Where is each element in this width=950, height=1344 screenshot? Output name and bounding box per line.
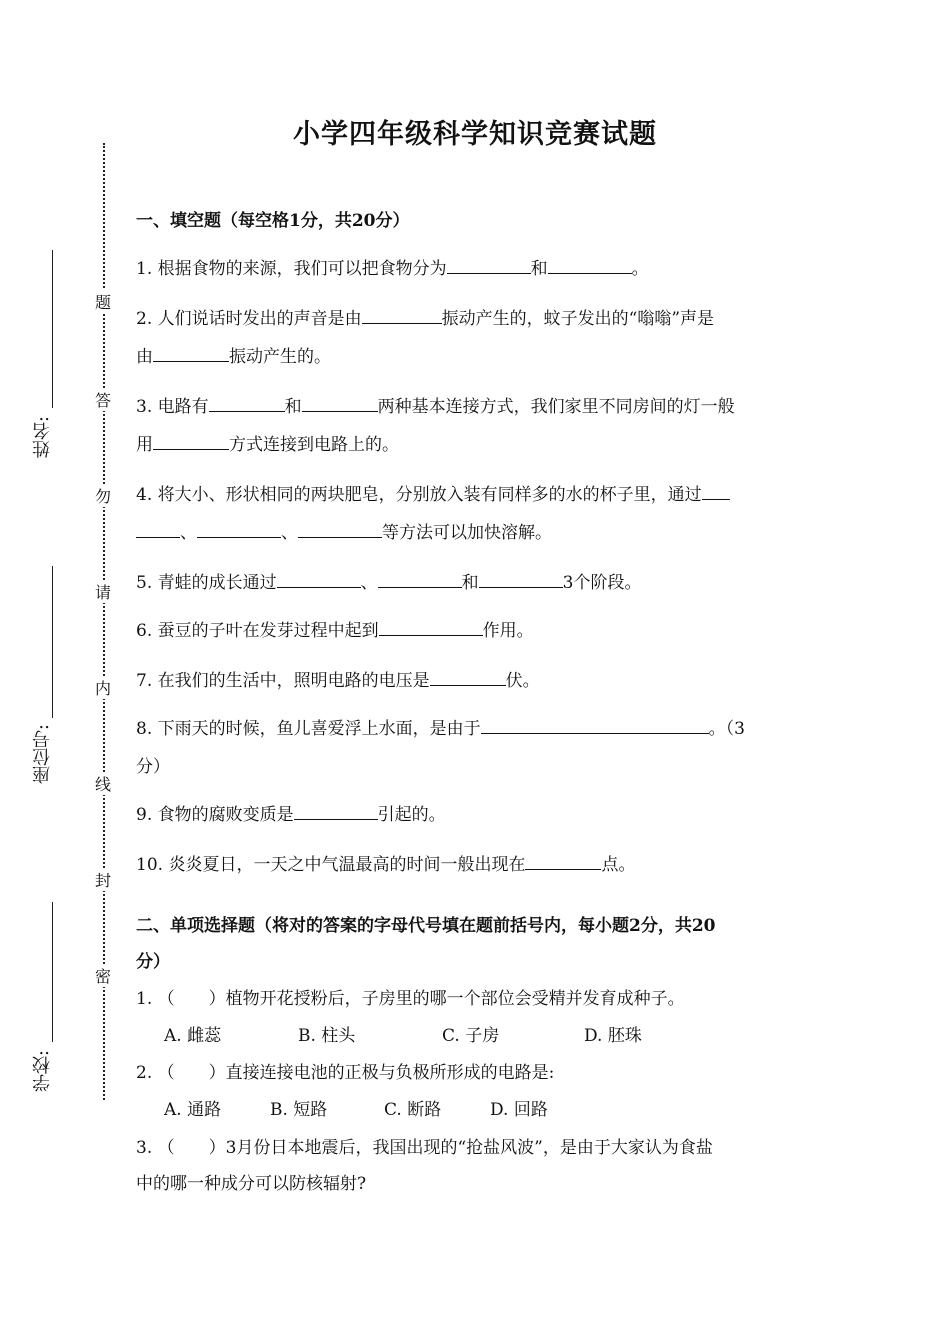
answer-blank[interactable] xyxy=(298,521,382,538)
answer-blank[interactable] xyxy=(277,571,361,588)
answer-blank[interactable] xyxy=(702,483,730,500)
answer-blank[interactable] xyxy=(479,571,563,588)
section1-heading: 一、填空题（每空格1分，共20分） xyxy=(136,211,410,231)
page-title: 小学四年级科学知识竞赛试题 xyxy=(293,119,657,150)
answer-blank[interactable] xyxy=(302,395,378,412)
question-9: 9. 食物的腐败变质是 引起的。 xyxy=(136,805,446,825)
choice-option: A. 通路 xyxy=(164,1100,222,1120)
seat-label: 座位号: xyxy=(32,724,53,785)
name-underline xyxy=(52,250,53,408)
answer-blank[interactable] xyxy=(378,571,462,588)
school-label: 学校: xyxy=(32,1050,53,1093)
question-6: 6. 蚕豆的子叶在发芽过程中起到 作用。 xyxy=(136,621,534,641)
answer-blank[interactable] xyxy=(525,853,601,870)
question-3: 3. 电路有 和 两种基本连接方式，我们家里不同房间的灯一般 用 方式连接到电路上的。 xyxy=(136,397,735,455)
seal-char: 密 xyxy=(92,964,114,987)
choice-question-1: 1. （ ）植物开花授粉后，子房里的哪一个部位会受精并发育成种子。 xyxy=(136,989,685,1009)
question-5: 5. 青蛙的成长通过 、 和 3个阶段。 xyxy=(136,573,642,593)
choice-option: B. 短路 xyxy=(270,1100,328,1120)
seal-char: 内 xyxy=(92,676,114,699)
question-4: 4. 将大小、形状相同的两块肥皂，分别放入装有同样多的水的杯子里，通过 、 、 等方法可以加快溶解。 xyxy=(136,476,818,552)
choice-option: D. 回路 xyxy=(490,1100,548,1120)
seal-char: 题 xyxy=(92,290,114,313)
seal-char: 封 xyxy=(92,868,114,891)
seat-underline xyxy=(52,566,53,718)
question-8: 8. 下雨天的时候，鱼儿喜爱浮上水面，是由于 。（3 分） xyxy=(136,719,745,777)
choice-option: C. 子房 xyxy=(442,1026,500,1046)
question-7: 7. 在我们的生活中，照明电路的电压是 伏。 xyxy=(136,671,540,691)
school-underline xyxy=(52,902,53,1042)
answer-blank[interactable] xyxy=(430,669,506,686)
answer-paren[interactable]: （ ） xyxy=(157,1063,226,1083)
question-1: 1. 根据食物的来源，我们可以把食物分为 和 。 xyxy=(136,259,649,279)
answer-blank[interactable] xyxy=(362,307,442,324)
seal-char: 勿 xyxy=(92,484,114,507)
answer-blank[interactable] xyxy=(294,803,378,820)
seal-char: 请 xyxy=(92,580,114,603)
answer-blank[interactable] xyxy=(209,395,285,412)
answer-paren[interactable]: （ ） xyxy=(157,989,226,1009)
choice-option: B. 柱头 xyxy=(298,1026,356,1046)
seal-dotted-line xyxy=(103,143,105,1100)
name-label: 姓名: xyxy=(32,416,53,459)
seal-char: 线 xyxy=(92,772,114,795)
answer-blank[interactable] xyxy=(153,345,229,362)
answer-blank[interactable] xyxy=(153,433,229,450)
answer-paren[interactable]: （ ） xyxy=(157,1138,226,1158)
answer-blank[interactable] xyxy=(197,521,281,538)
seal-char: 答 xyxy=(92,388,114,411)
question-10: 10. 炎炎夏日，一天之中气温最高的时间一般出现在 点。 xyxy=(136,855,636,875)
choice-option: A. 雌蕊 xyxy=(164,1026,222,1046)
section2-heading: 二、单项选择题（将对的答案的字母代号填在题前括号内，每小题2分，共20 分） xyxy=(136,916,716,972)
choice-option: D. 胚珠 xyxy=(584,1026,642,1046)
question-2: 2. 人们说话时发出的声音是由 振动产生的，蚊子发出的“嗡嗡”声是 由 振动产生的。 xyxy=(136,309,715,367)
answer-blank[interactable] xyxy=(481,717,709,734)
answer-blank[interactable] xyxy=(548,257,632,274)
answer-blank[interactable] xyxy=(136,521,180,538)
choice-question-2: 2. （ ）直接连接电池的正极与负极所形成的电路是: xyxy=(136,1063,555,1083)
answer-blank[interactable] xyxy=(447,257,531,274)
choice-option: C. 断路 xyxy=(384,1100,442,1120)
choice-question-3: 3. （ ）3月份日本地震后，我国出现的“抢盐风波”，是由于大家认为食盐 中的哪一种成分可以防核辐射? xyxy=(136,1138,713,1194)
answer-blank[interactable] xyxy=(379,619,483,636)
